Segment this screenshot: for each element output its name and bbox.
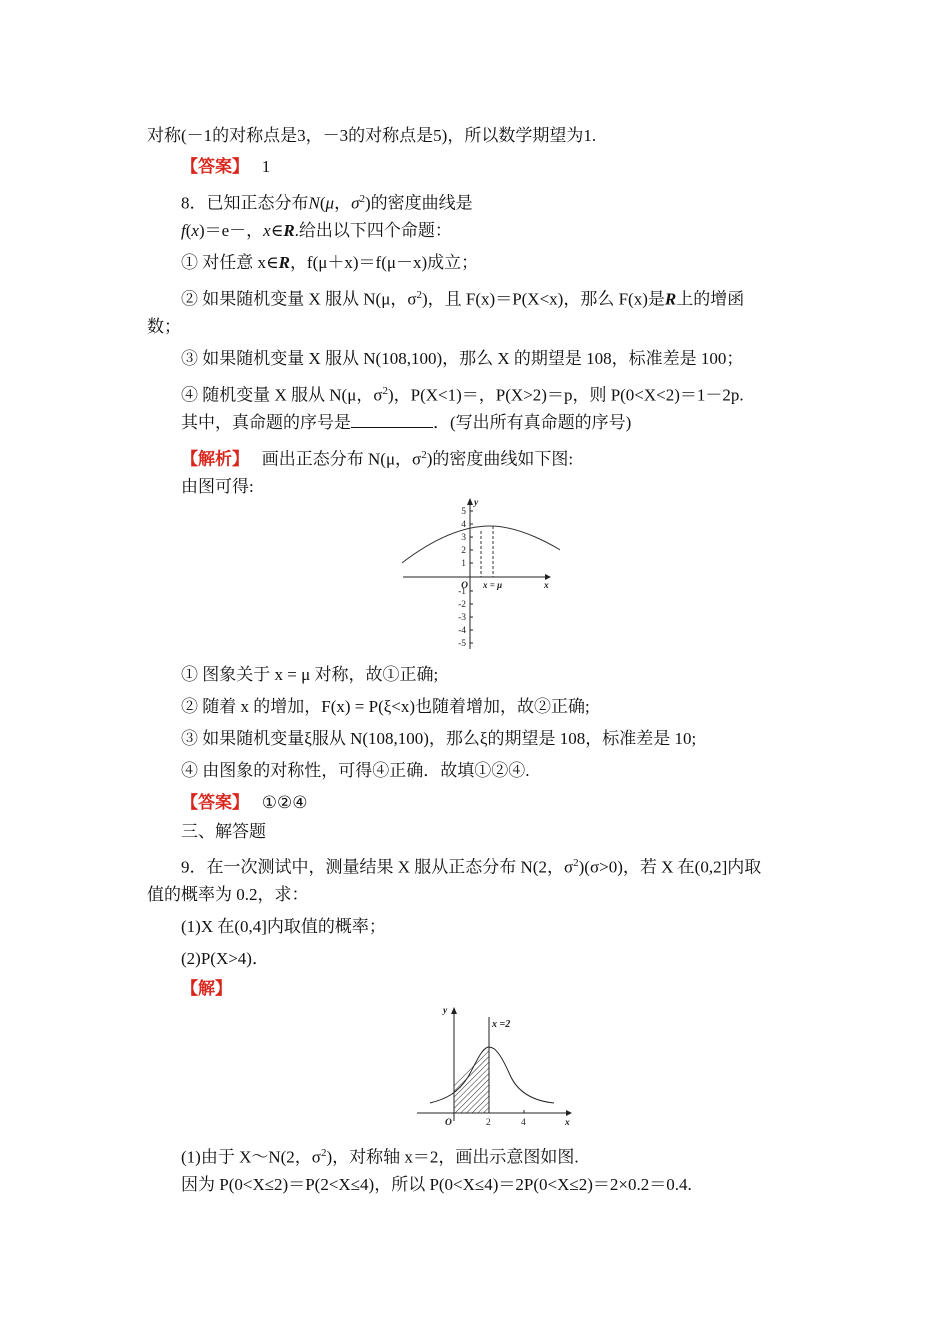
text-line: 对称(－1的对称点是3，－3的对称点是5)，所以数学期望为1. [147, 126, 597, 145]
density-function: f(x)＝e－，x∈R.给出以下四个命题： [181, 221, 452, 240]
proposition-2: ② 如果随机变量 X 服从 N(μ，$\sigma^2$)，且 F(x)＝P(X<x)，那么 F(x)是R上的增函 [181, 289, 745, 309]
answer-line [181, 792, 307, 814]
solution-step-1: (1)由于 X～N(2，$\sigma^2$)，对称轴 x＝2，画出示意图如图. [181, 1147, 579, 1167]
question-9-stem-cont: 值的概率为 0.2，求： [147, 885, 309, 904]
mu-line-label: x = μ [483, 580, 503, 590]
y-tick-label: -4 [458, 626, 466, 636]
y-tick-label: -3 [458, 613, 466, 623]
axis-line-label: x =2 [492, 1019, 511, 1030]
analysis-point-2: ② 随着 x 的增加，F(x) = P(ξ<x)也随着增加，故②正确; [181, 697, 590, 716]
x-axis-label: x [544, 581, 549, 591]
analysis-point-4: ④ 由图象的对称性，可得④正确．故填①②④. [181, 761, 530, 780]
solution-label: 【解】 [181, 979, 232, 998]
answer-value: ①②④ [261, 793, 308, 812]
proposition-4: ④ 随机变量 X 服从 N(μ，$\sigma^2$)，P(X<1)＝，P(X>2)＝p，则 P(0<X<2)＝1－2p. [181, 385, 744, 405]
y-tick-label: 3 [461, 533, 466, 543]
y-tick-label: -1 [458, 587, 466, 597]
answer-value: 1 [261, 157, 271, 176]
analysis-point-1: ① 图象关于 x = μ 对称，故①正确; [181, 665, 439, 684]
question-9-part-1: (1)X 在(0,4]内取值的概率； [181, 917, 386, 936]
solution-line [181, 978, 232, 1000]
analysis-label: 【解析】 [181, 449, 249, 469]
answer-blank [351, 412, 433, 428]
normal-curve-figure [395, 495, 560, 655]
analysis-line: 【解析】 画出正态分布 N(μ，$\sigma^2$)的密度曲线如下图: [181, 449, 574, 469]
solution-step-2: 因为 P(0<X≤2)＝P(2<X≤4)，所以 P(0<X≤4)＝2P(0<X≤2)＝2×0.2＝0.4. [181, 1175, 692, 1194]
x-axis-label: x [565, 1118, 570, 1128]
y-tick-label: -2 [458, 600, 466, 610]
text-line: 由图可得: [181, 477, 254, 496]
shaded-normal-curve-figure [412, 1003, 577, 1128]
x-tick-label: 4 [521, 1118, 526, 1128]
y-tick-label: -5 [458, 639, 466, 649]
answer-label: 【答案】 [181, 157, 249, 176]
y-tick-label: 4 [461, 520, 466, 530]
x-tick-label: 2 [486, 1118, 491, 1128]
proposition-3: ③ 如果随机变量 X 服从 N(108,100)，那么 X 的期望是 108，标准差是 100； [181, 349, 744, 368]
question-8-stem: 8．已知正态分布N(μ，$\sigma^2$)的密度曲线是 [181, 193, 473, 213]
y-tick-label: 5 [461, 507, 466, 517]
proposition-2-cont: 数； [147, 317, 181, 336]
y-tick-label: 2 [461, 546, 466, 556]
question-prompt: 其中，真命题的序号是 ．(写出所有真命题的序号) [181, 413, 632, 432]
question-9-part-2: (2)P(X>4)． [181, 949, 269, 968]
section-heading: 三、解答题 [181, 822, 266, 841]
answer-line [181, 156, 270, 178]
y-axis-label: y [443, 1006, 448, 1016]
y-axis-label: y [474, 498, 479, 508]
origin-label: O [461, 581, 468, 591]
proposition-1: ① 对任意 x∈R，f(μ＋x)＝f(μ－x)成立； [181, 253, 479, 272]
answer-label: 【答案】 [181, 793, 249, 812]
origin-label: O [445, 1118, 452, 1128]
analysis-point-3: ③ 如果随机变量ξ服从 N(108,100)，那么ξ的期望是 108，标准差是 10; [181, 729, 697, 748]
y-tick-label: 1 [461, 559, 466, 569]
question-9-stem: 9．在一次测试中，测量结果 X 服从正态分布 N(2，$\sigma^2)(\sigma>0)$，若 X 在(0,2]内取 [181, 857, 762, 877]
